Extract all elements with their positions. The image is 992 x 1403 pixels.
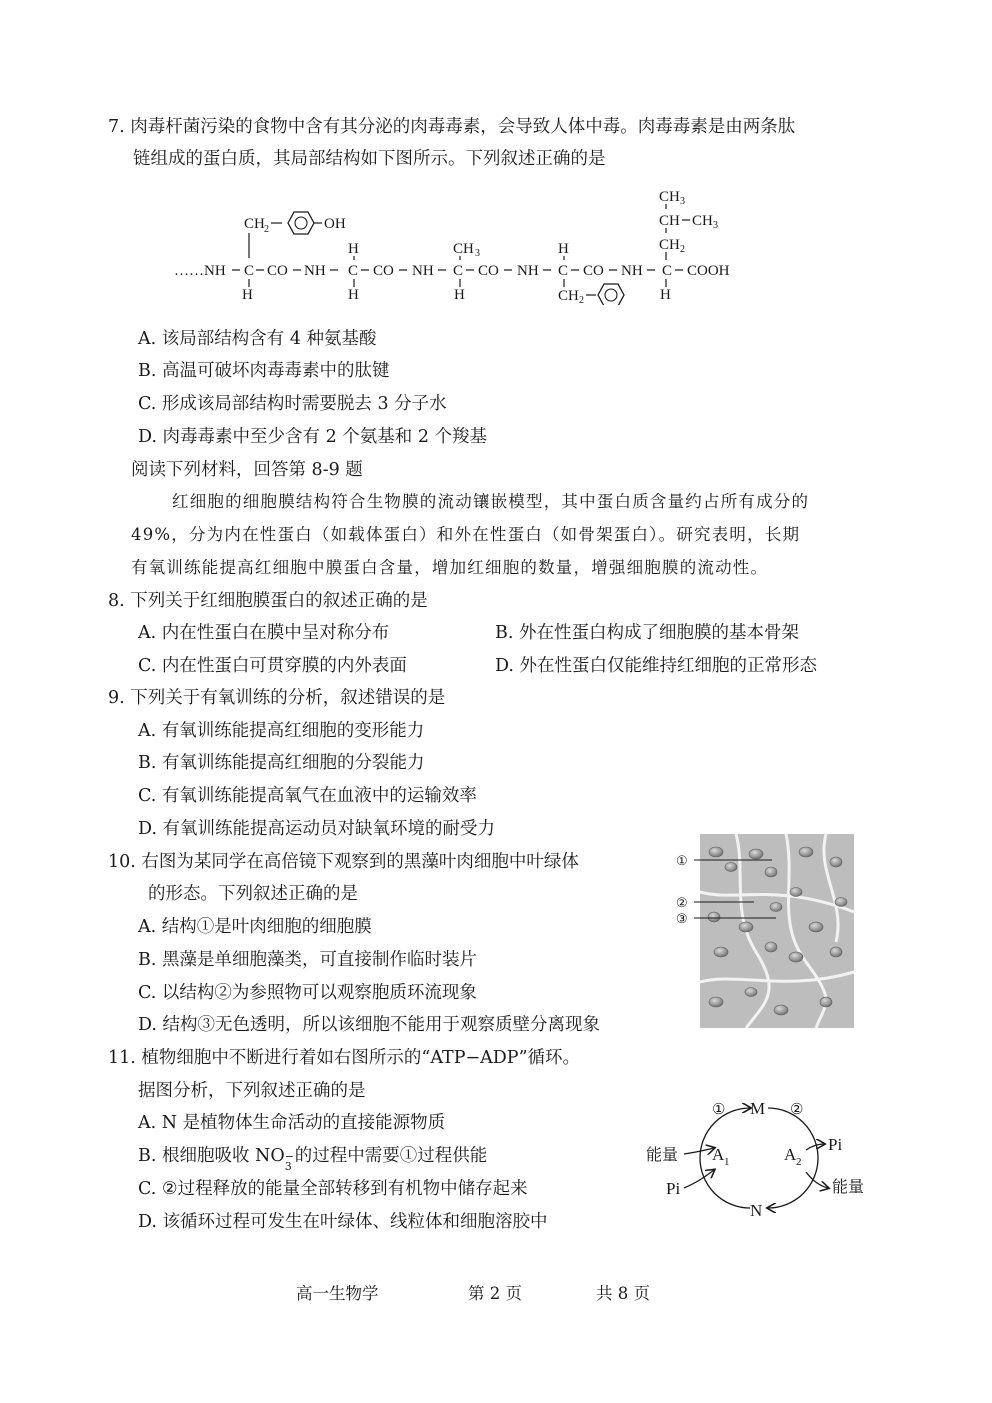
- chain-co3: CO: [478, 263, 499, 279]
- q10-option-a[interactable]: A. 结构①是叶肉细胞的细胞膜: [138, 917, 372, 937]
- chain-nh2: NH: [304, 263, 326, 279]
- q7-stem-line1: 7. 肉毒杆菌污染的食物中含有其分泌的肉毒毒素，会导致人体中毒。肉毒毒素是由两条肽: [108, 117, 796, 137]
- cycle-energy-in: 能量: [646, 1147, 679, 1164]
- material-para-line2: 49%，分为内在性蛋白（如载体蛋白）和外在性蛋白（如骨架蛋白）。研究表明，长期: [131, 525, 801, 544]
- res1-h: H: [242, 287, 253, 303]
- q8-option-a[interactable]: A. 内在性蛋白在膜中呈对称分布: [138, 623, 390, 643]
- cycle-a1-sub: 1: [724, 1156, 730, 1168]
- q11-option-a[interactable]: A. N 是植物体生命活动的直接能源物质: [138, 1113, 446, 1133]
- q7-stem-line2: 链组成的蛋白质，其局部结构如下图所示。下列叙述正确的是: [133, 149, 606, 169]
- footer-page: 第 2 页: [468, 1284, 522, 1303]
- atp-adp-cycle-diagram: [640, 1092, 880, 1222]
- res5-sub2: 2: [680, 244, 685, 255]
- label-1: ①: [676, 853, 688, 868]
- q10-stem-line2: 的形态。下列叙述正确的是: [148, 884, 358, 904]
- res2-h-top: H: [348, 241, 359, 257]
- res2-h-bottom: H: [348, 287, 359, 303]
- chain-nh4: NH: [517, 263, 539, 279]
- q7-option-a[interactable]: A. 该局部结构含有 4 种氨基酸: [138, 329, 377, 349]
- res5-h-bottom: H: [660, 287, 671, 303]
- chain-co1: CO: [267, 263, 288, 279]
- q10-option-c[interactable]: C. 以结构②为参照物可以观察胞质环流现象: [138, 983, 477, 1003]
- chain-nh5: NH: [621, 263, 643, 279]
- chain-cooh: COOH: [687, 263, 730, 279]
- q8-option-d[interactable]: D. 外在性蛋白仅能维持红细胞的正常形态: [495, 656, 818, 676]
- nitrate-charge: −: [284, 1150, 294, 1163]
- cycle-energy-out: 能量: [832, 1179, 865, 1196]
- res5-top-sub3: 3: [680, 196, 685, 207]
- res5-ch: CH: [659, 237, 680, 253]
- res5-mid-ch: CH: [659, 213, 680, 229]
- cycle-pi-in: Pi: [666, 1179, 681, 1198]
- res5-mid-right-ch: CH: [692, 213, 713, 229]
- res3-ch: CH: [453, 241, 474, 257]
- chain-c5: C: [662, 263, 673, 279]
- cycle-a2-sub: 2: [796, 1156, 802, 1168]
- chain-c3: C: [453, 263, 464, 279]
- q7-option-c[interactable]: C. 形成该局部结构时需要脱去 3 分子水: [138, 394, 447, 414]
- cycle-a2: A: [784, 1145, 797, 1164]
- res4-h-top: H: [558, 241, 569, 257]
- chain-co4: CO: [583, 263, 604, 279]
- material-para-line1: 红细胞的细胞膜结构符合生物膜的流动镶嵌模型，其中蛋白质含量约占所有成分的: [172, 492, 810, 511]
- cycle-a1: A: [712, 1145, 725, 1164]
- q9-stem: 9. 下列关于有氧训练的分析，叙述错误的是: [108, 688, 446, 708]
- q11-option-c[interactable]: C. ②过程释放的能量全部转移到有机物中储存起来: [138, 1179, 528, 1199]
- q9-option-d[interactable]: D. 有氧训练能提高运动员对缺氧环境的耐受力: [138, 819, 496, 839]
- res4-sub2: 2: [579, 295, 584, 305]
- cycle-n: N: [750, 1201, 763, 1220]
- label-2: ②: [676, 895, 688, 910]
- chain-c2: C: [348, 263, 359, 279]
- chain-nh3: NH: [412, 263, 434, 279]
- res1-ch: CH: [244, 216, 265, 232]
- footer-total: 共 8 页: [596, 1284, 650, 1303]
- q10-option-d[interactable]: D. 结构③无色透明，所以该细胞不能用于观察质壁分离现象: [138, 1015, 601, 1035]
- chain-c1: C: [244, 263, 255, 279]
- q11-stem-line1: 11. 植物细胞中不断进行着如右图所示的“ATP−ADP”循环。: [108, 1048, 581, 1068]
- chain-c4: C: [558, 263, 569, 279]
- q8-option-b[interactable]: B. 外在性蛋白构成了细胞膜的基本骨架: [495, 623, 799, 643]
- q9-option-b[interactable]: B. 有氧训练能提高红细胞的分裂能力: [138, 753, 425, 773]
- cycle-step-2: ②: [790, 1102, 804, 1118]
- label-3: ③: [676, 911, 688, 926]
- q9-option-a[interactable]: A. 有氧训练能提高红细胞的变形能力: [138, 721, 425, 741]
- res5-mid-right-sub3: 3: [713, 220, 718, 231]
- q11-option-b[interactable]: [138, 1145, 488, 1173]
- material-intro: 阅读下列材料，回答第 8-9 题: [131, 460, 363, 480]
- footer-subject: 高一生物学: [296, 1284, 379, 1303]
- res3-sub3: 3: [475, 248, 480, 259]
- material-para-line3: 有氧训练能提高红细胞中膜蛋白含量，增加红细胞的数量，增强细胞膜的流动性。: [131, 558, 769, 577]
- q10-option-b[interactable]: B. 黑藻是单细胞藻类，可直接制作临时装片: [138, 950, 477, 970]
- q11-stem-line2: 据图分析，下列叙述正确的是: [138, 1081, 366, 1101]
- cycle-m: M: [750, 1099, 766, 1118]
- q11-option-d[interactable]: D. 该循环过程可发生在叶绿体、线粒体和细胞溶胶中: [138, 1212, 548, 1232]
- q10-stem-line1: 10. 右图为某同学在高倍镜下观察到的黑藻叶肉细胞中叶绿体: [108, 852, 579, 872]
- q9-option-c[interactable]: C. 有氧训练能提高氧气在血液中的运输效率: [138, 786, 477, 806]
- q11-option-b-pre: B. 根细胞吸收 NO: [138, 1146, 285, 1166]
- cycle-pi-out: Pi: [828, 1135, 843, 1154]
- q11-option-b-post: 的过程中需要①过程供能: [294, 1146, 488, 1166]
- q7-option-d[interactable]: D. 肉毒毒素中至少含有 2 个氨基和 2 个羧基: [138, 427, 488, 447]
- chain-nh-start: ……NH: [174, 263, 226, 279]
- res1-sub2: 2: [264, 224, 269, 235]
- q8-stem: 8. 下列关于红细胞膜蛋白的叙述正确的是: [108, 591, 428, 611]
- res1-oh: OH: [324, 216, 346, 232]
- q8-option-c[interactable]: C. 内在性蛋白可贯穿膜的内外表面: [138, 656, 407, 676]
- q7-option-b[interactable]: B. 高温可破坏肉毒毒素中的肽键: [138, 361, 390, 381]
- peptide-structure-diagram: [170, 183, 760, 305]
- chain-co2: CO: [373, 263, 394, 279]
- res3-h-bottom: H: [454, 287, 465, 303]
- res4-ch: CH: [558, 288, 579, 304]
- res5-top-ch: CH: [659, 189, 680, 205]
- cycle-step-1: ①: [712, 1102, 726, 1118]
- chloroplast-micrograph: [676, 832, 856, 1030]
- nitrate-subscript: 3: [284, 1160, 292, 1173]
